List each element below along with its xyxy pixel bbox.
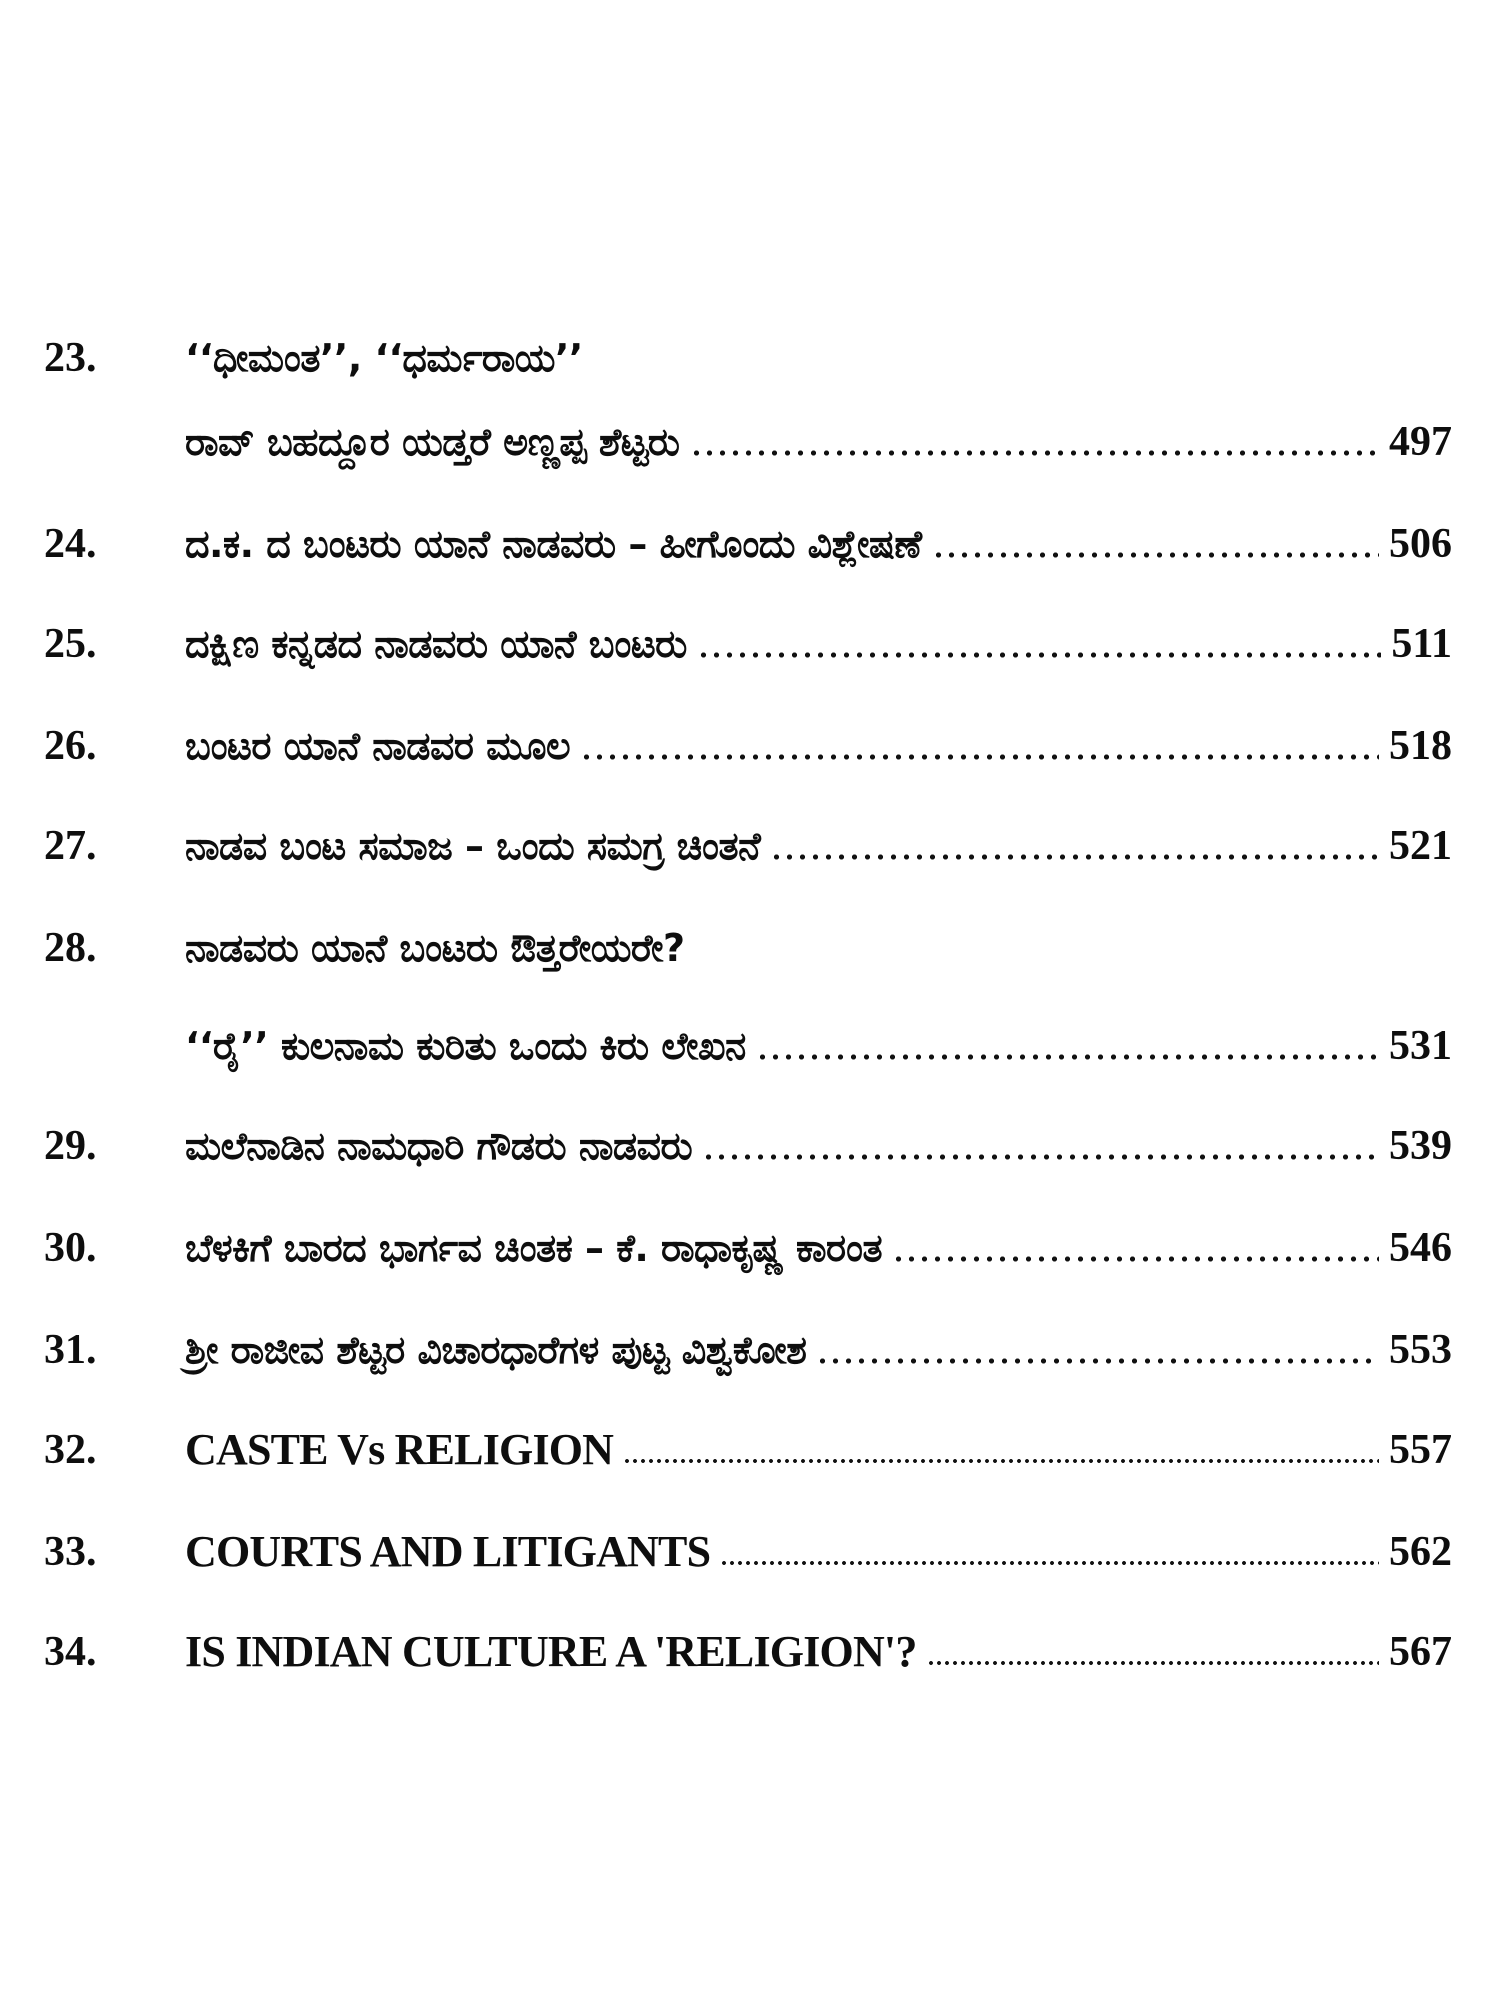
entry-page-number: 557 — [1389, 1427, 1452, 1473]
toc-entry-28 — [0, 916, 1500, 980]
toc-entry-27 — [0, 814, 1500, 878]
entry-page-number: 553 — [1389, 1327, 1452, 1373]
dot-leader — [702, 1154, 1379, 1160]
entry-title: ರಾವ್ ಬಹದ್ದೂರ ಯಡ್ತರೆ ಅಣ್ಣಪ್ಪ ಶೆಟ್ಟರು — [185, 420, 680, 464]
entry-number: 27. — [44, 823, 97, 869]
dot-leader — [770, 854, 1379, 860]
entry-number: 26. — [44, 723, 97, 769]
entry-title: CASTE Vs RELIGION — [185, 1425, 614, 1474]
entry-title: ಮಲೆನಾಡಿನ ನಾಮಧಾರಿ ಗೌಡರು ನಾಡವರು — [185, 1124, 693, 1168]
dot-leader — [623, 1458, 1379, 1464]
dot-leader — [927, 1660, 1379, 1666]
toc-entry-25 — [0, 612, 1500, 676]
entry-title: COURTS AND LITIGANTS — [185, 1527, 711, 1576]
entry-title: ಬಂಟರ ಯಾನೆ ನಾಡವರ ಮೂಲ — [185, 724, 571, 768]
toc-entry-23-continued — [0, 410, 1500, 474]
entry-page-number: 506 — [1389, 521, 1452, 567]
toc-entry-28-continued — [0, 1014, 1500, 1078]
entry-number: 28. — [44, 925, 97, 971]
entry-page-number: 518 — [1389, 723, 1452, 769]
entry-page-number: 546 — [1389, 1225, 1452, 1271]
entry-number — [44, 1014, 154, 1078]
dot-leader — [690, 450, 1379, 456]
dot-leader — [932, 552, 1380, 558]
entry-number: 33. — [44, 1529, 97, 1575]
toc-entry-32 — [0, 1418, 1500, 1482]
toc-entry-26 — [0, 714, 1500, 778]
entry-title: ‘‘ಧೀಮಂತ’’, ‘‘ಧರ್ಮರಾಯ’’ — [185, 336, 583, 380]
entry-number: 32. — [44, 1427, 97, 1473]
entry-page-number: 567 — [1389, 1629, 1452, 1675]
entry-page-number: 562 — [1389, 1529, 1452, 1575]
entry-number: 30. — [44, 1225, 97, 1271]
entry-title: IS INDIAN CULTURE A 'RELIGION'? — [185, 1627, 917, 1676]
entry-page-number: 521 — [1389, 823, 1452, 869]
dot-leader — [756, 1054, 1379, 1060]
toc-entry-33 — [0, 1520, 1500, 1584]
entry-page-number: 511 — [1391, 621, 1452, 667]
entry-number: 25. — [44, 621, 97, 667]
dot-leader — [892, 1256, 1379, 1262]
toc-entry-30 — [0, 1216, 1500, 1280]
dot-leader — [720, 1560, 1379, 1566]
entry-number: 31. — [44, 1327, 97, 1373]
toc-entry-29 — [0, 1114, 1500, 1178]
entry-page-number: 539 — [1389, 1123, 1452, 1169]
dot-leader — [816, 1358, 1379, 1364]
entry-title: ನಾಡವ ಬಂಟ ಸಮಾಜ – ಒಂದು ಸಮಗ್ರ ಚಿಂತನೆ — [185, 824, 761, 868]
entry-number: 34. — [44, 1629, 97, 1675]
dot-leader — [580, 754, 1379, 760]
entry-number: 29. — [44, 1123, 97, 1169]
entry-number — [44, 410, 154, 474]
entry-title: ದಕ್ಷಿಣ ಕನ್ನಡದ ನಾಡವರು ಯಾನೆ ಬಂಟರು — [185, 622, 687, 666]
entry-number: 24. — [44, 521, 97, 567]
entry-title: ‘‘ರೈ’’ ಕುಲನಾಮ ಕುರಿತು ಒಂದು ಕಿರು ಲೇಖನ — [185, 1024, 746, 1068]
toc-entry-31 — [0, 1318, 1500, 1382]
toc-entry-23 — [0, 326, 1500, 390]
dot-leader — [697, 652, 1381, 658]
entry-page-number: 531 — [1389, 1023, 1452, 1069]
entry-title: ದ.ಕ. ದ ಬಂಟರು ಯಾನೆ ನಾಡವರು – ಹೀಗೊಂದು ವಿಶ್ಲೇಷಣೆ — [185, 522, 922, 566]
entry-title: ಶ್ರೀ ರಾಜೀವ ಶೆಟ್ಟರ ವಿಚಾರಧಾರೆಗಳ ಪುಟ್ಟ ವಿಶ್ವಕೋಶ — [185, 1328, 807, 1372]
toc-entry-24 — [0, 512, 1500, 576]
toc-entry-34 — [0, 1620, 1500, 1684]
entry-number: 23. — [44, 335, 97, 381]
entry-title: ನಾಡವರು ಯಾನೆ ಬಂಟರು ಔತ್ತರೇಯರೇ? — [185, 926, 685, 970]
entry-title: ಬೆಳಕಿಗೆ ಬಾರದ ಭಾರ್ಗವ ಚಿಂತಕ – ಕೆ. ರಾಧಾಕೃಷ್ಣ ಕಾರಂತ — [185, 1226, 883, 1270]
entry-page-number: 497 — [1389, 419, 1452, 465]
